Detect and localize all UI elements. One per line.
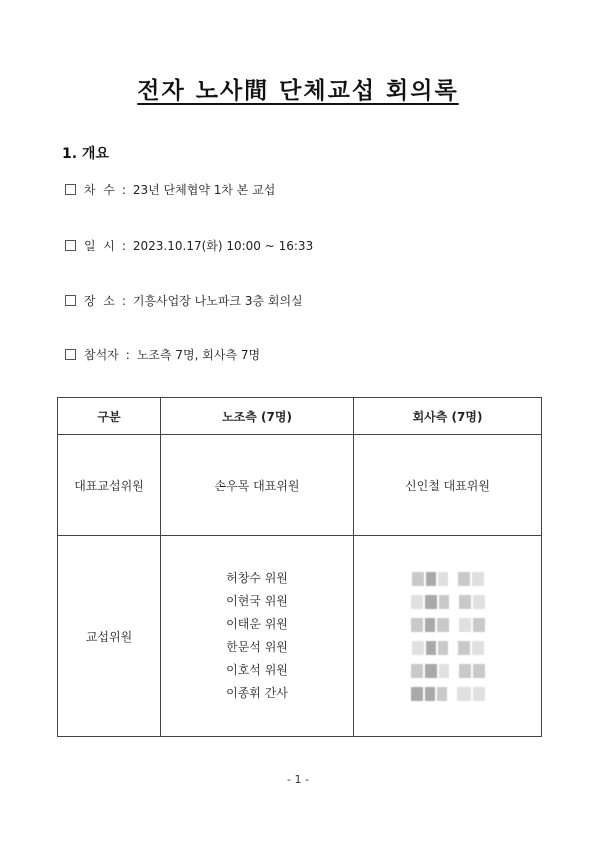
- item-value: 기흥사업장 나노파크 3층 회의실: [132, 294, 303, 308]
- table-header-row: [58, 398, 542, 435]
- checkbox-square-icon: [65, 184, 76, 195]
- header-union: 노조측 (7명): [161, 398, 354, 435]
- union-member: 이호석 위원: [226, 663, 288, 677]
- attendee-table: [57, 397, 542, 737]
- item-value: 2023.10.17(화) 10:00 ~ 16:33: [132, 239, 314, 253]
- union-member: 허창수 위원: [226, 571, 288, 585]
- union-member: 이태운 위원: [226, 617, 288, 631]
- redacted-name: [354, 567, 541, 590]
- union-member: 이종휘 간사: [226, 686, 288, 700]
- document-title: 전자 노사間 단체교섭 회의록: [137, 78, 459, 104]
- redacted-name: [354, 636, 541, 659]
- redacted-name: [354, 590, 541, 613]
- union-member: 한문석 위원: [226, 640, 288, 654]
- table-row-representative: [58, 435, 542, 536]
- checkbox-square-icon: [65, 349, 76, 360]
- checkbox-square-icon: [65, 240, 76, 251]
- cell-category: 교섭위원: [58, 536, 161, 737]
- section-heading-overview: 1. 개요: [62, 146, 109, 162]
- item-label: 차 수: [84, 183, 115, 197]
- union-member: 이현국 위원: [226, 594, 288, 608]
- overview-item-datetime: 일 시 : 2023.10.17(화) 10:00 ~ 16:33: [65, 237, 313, 254]
- cell-union-rep: 손우목 대표위원: [161, 435, 354, 536]
- overview-item-round: 차 수 : 23년 단체협약 1차 본 교섭: [65, 181, 275, 198]
- cell-company-rep: 신인철 대표위원: [354, 435, 542, 536]
- header-company: 회사측 (7명): [354, 398, 542, 435]
- page-number: - 1 -: [287, 773, 309, 786]
- redacted-name: [354, 613, 541, 636]
- item-value: 노조측 7명, 회사측 7명: [136, 348, 261, 362]
- header-category: 구분: [58, 398, 161, 435]
- overview-item-place: 장 소 : 기흥사업장 나노파크 3층 회의실: [65, 292, 303, 309]
- item-value: 23년 단체협약 1차 본 교섭: [132, 183, 276, 197]
- item-label: 참석자: [84, 348, 119, 362]
- overview-item-attendees: 참석자 : 노조측 7명, 회사측 7명: [65, 346, 260, 363]
- cell-company-members-redacted: [354, 536, 542, 737]
- item-label: 장 소: [84, 294, 115, 308]
- checkbox-square-icon: [65, 295, 76, 306]
- table-row-members: [58, 536, 542, 737]
- item-label: 일 시: [84, 239, 115, 253]
- cell-category: 대표교섭위원: [58, 435, 161, 536]
- cell-union-members: [161, 536, 354, 737]
- redacted-name: [354, 659, 541, 682]
- redacted-name: [354, 682, 541, 705]
